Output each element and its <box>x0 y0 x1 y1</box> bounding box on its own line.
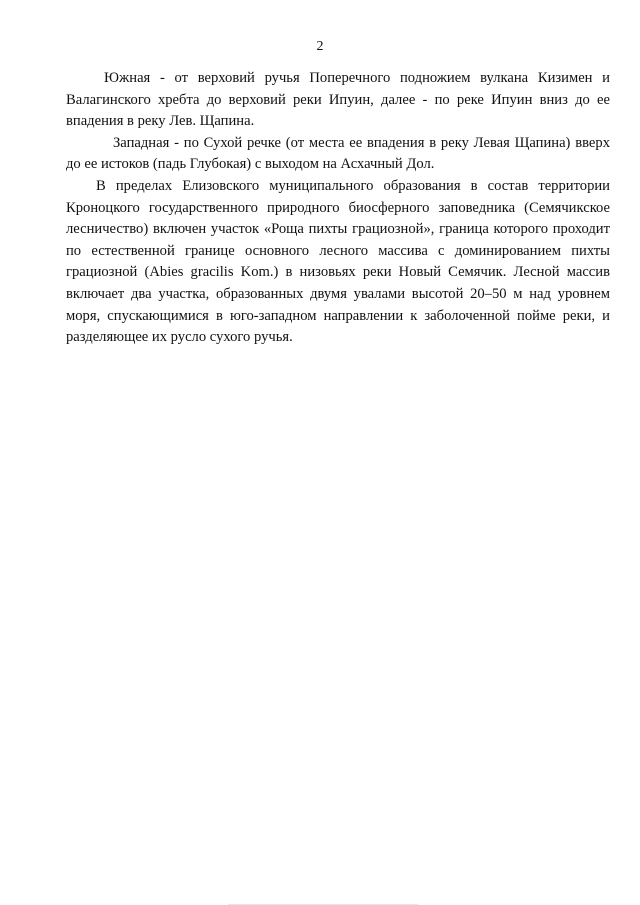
paragraph-western-boundary: Западная - по Сухой речке (от места ее впадения в реку Левая Щапина) вверх до ее истоков (падь Глубокая) с выходом на Асхачный Дол. <box>66 134 610 173</box>
paragraph-southern-boundary: Южная - от верховий ручья Поперечного подножием вулкана Кизимен и Валагинского хребта до верховий реки Ипуин, далее - по реке Ипуин вниз до ее впадения в реку Лев. Щапина. <box>66 70 610 130</box>
paragraph-fir-grove: В пределах Елизовского муниципального образования в состав территории Кроноцкого государственного природного биосферного заповедника (Семячикское лесничество) включен участок «Роща пихты грациозной», граница которого проходит по естественной границе основного лесного массива с доминированием пихты грациозной (Abies gracilis Kom.) в низовьях реки Новый Семячик. Лесной массив включает два участка, образованных двумя увалами высотой 20–50 м над уровнем моря, спускающимися в юго-западном направлении к заболоченной пойме реки, и разделяющее их русло сухого ручья. <box>66 177 610 346</box>
page-number: 2 <box>316 39 324 54</box>
document-body <box>66 68 610 349</box>
